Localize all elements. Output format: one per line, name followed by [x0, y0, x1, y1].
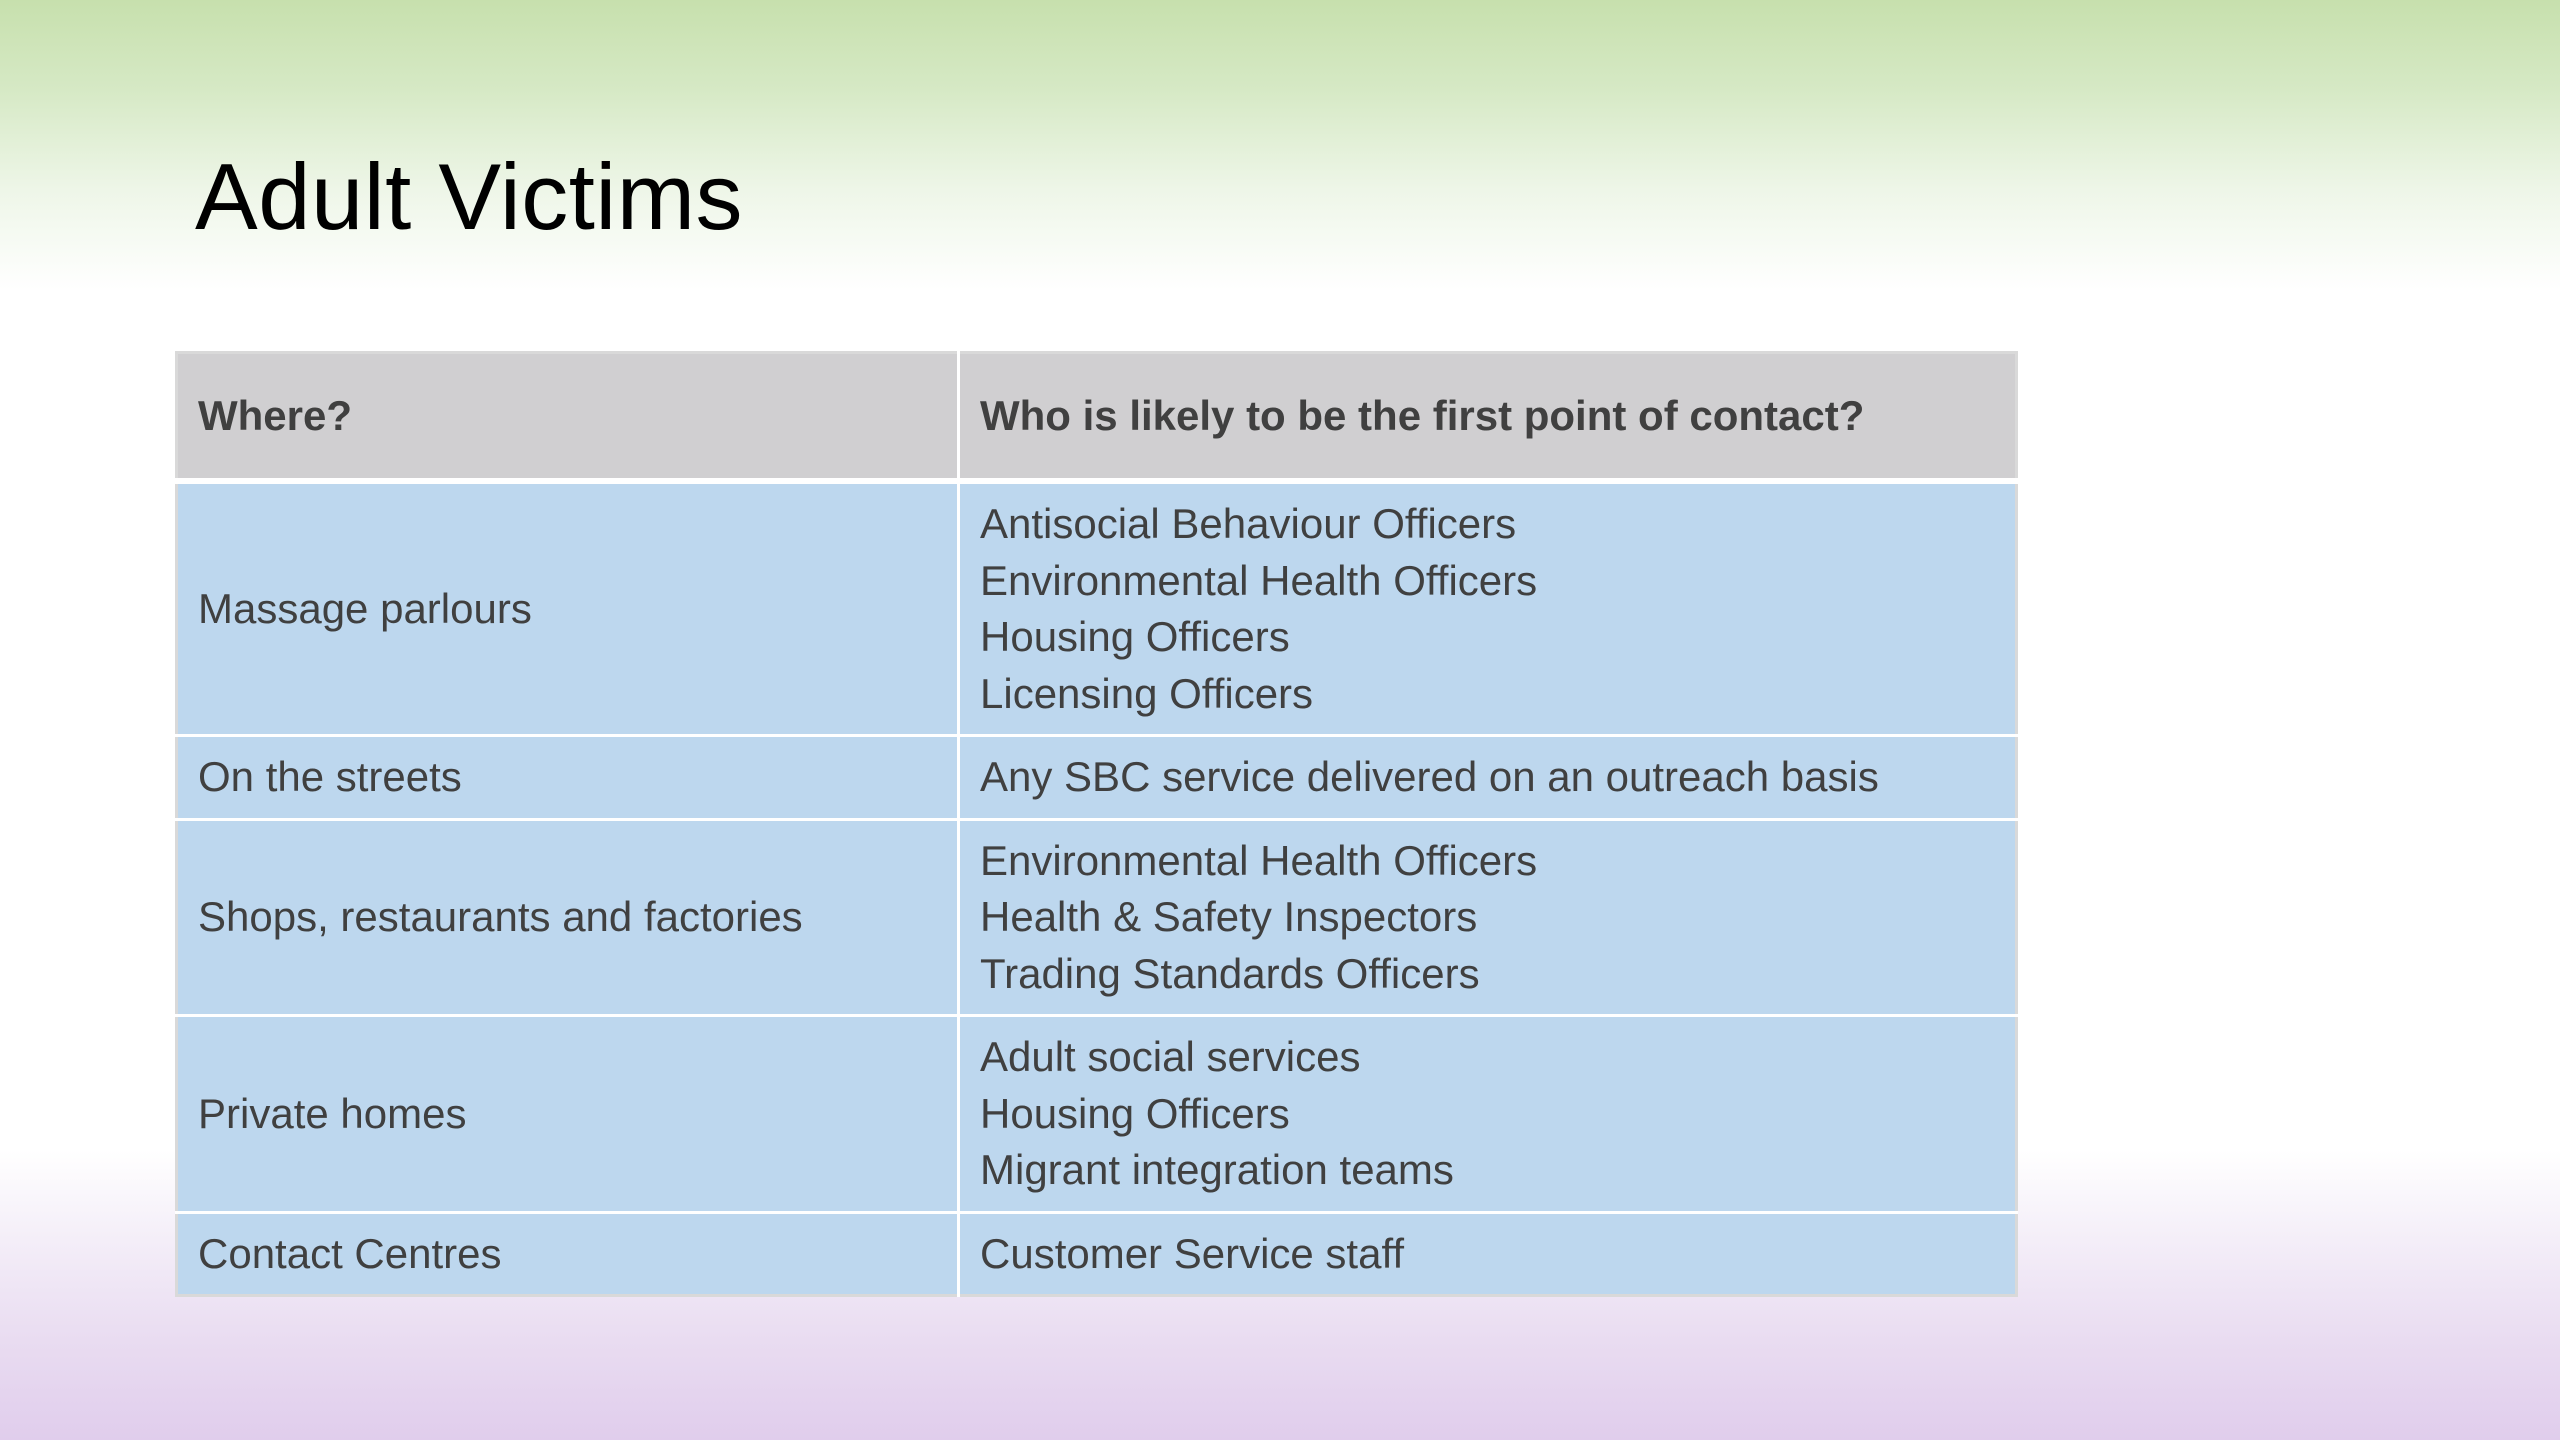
contact-entry: Housing Officers	[980, 1089, 1290, 1137]
where-cell: On the streets	[177, 736, 959, 820]
table-row	[177, 736, 2017, 820]
where-cell: Private homes	[177, 1016, 959, 1213]
table-header-row	[177, 353, 2017, 482]
contact-entry: Trading Standards Officers	[980, 949, 1480, 997]
contacts-cell	[959, 819, 2017, 1016]
contact-entry: Environmental Health Officers	[980, 836, 1538, 884]
contact-entry: Customer Service staff	[980, 1229, 1405, 1277]
table-row	[177, 1212, 2017, 1296]
contact-entry: Licensing Officers	[980, 669, 1314, 717]
where-cell: Shops, restaurants and factories	[177, 819, 959, 1016]
contacts-cell	[959, 481, 2017, 736]
header-first-contact: Who is likely to be the first point of contact?	[959, 353, 2017, 482]
where-cell: Contact Centres	[177, 1212, 959, 1296]
header-where: Where?	[177, 353, 959, 482]
contacts-cell	[959, 1212, 2017, 1296]
where-cell: Massage parlours	[177, 481, 959, 736]
contact-entry: Housing Officers	[980, 613, 1290, 660]
slide-title: Adult Victims	[195, 144, 744, 249]
contacts-cell	[959, 736, 2017, 820]
contact-table	[175, 351, 2018, 1297]
contact-table-container	[175, 351, 2015, 1297]
contact-entry: Migrant integration teams	[980, 1146, 1454, 1193]
table-row	[177, 819, 2017, 1016]
table-row	[177, 481, 2017, 736]
contact-entry: Environmental Health Officers	[980, 556, 1538, 604]
table-row	[177, 1016, 2017, 1213]
contacts-cell	[959, 1016, 2017, 1213]
contact-entry: Any SBC service delivered on an outreach basis	[980, 753, 1879, 800]
contact-entry: Adult social services	[980, 1033, 1361, 1080]
contact-entry: Health & Safety Inspectors	[980, 893, 1478, 940]
contact-entry: Antisocial Behaviour Officers	[980, 500, 1517, 547]
